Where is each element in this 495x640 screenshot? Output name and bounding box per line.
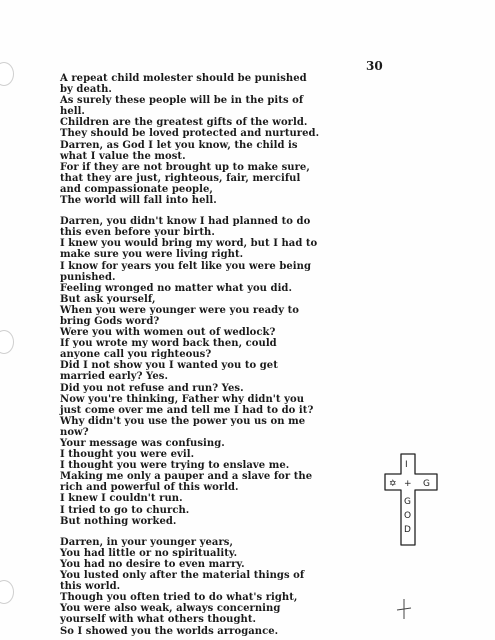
text-line: A repeat child molester should be punished xyxy=(60,73,307,84)
text-line: Making me only a pauper and a slave for the xyxy=(60,471,313,483)
text-line: You had no desire to even marry. xyxy=(60,558,245,570)
pen-mark-icon xyxy=(395,598,413,620)
text-line: If you wrote my word back then, could xyxy=(60,338,277,350)
binder-hole-top xyxy=(0,62,14,86)
binder-hole-bottom xyxy=(0,580,14,604)
text-line: Children are the greatest gifts of the world. xyxy=(60,117,308,129)
text-line: this world. xyxy=(60,581,121,593)
text-line: by death. xyxy=(60,84,112,96)
text-line: I knew you would bring my word, but I had to xyxy=(60,238,318,250)
text-line: that they are just, righteous, fair, merciful xyxy=(60,172,301,184)
page-number: 30 xyxy=(366,59,383,73)
text-line: married early? Yes. xyxy=(60,371,168,383)
cross-letter-i: I xyxy=(405,460,408,470)
text-line: You were also weak, always concerning xyxy=(60,603,281,615)
text-line: Darren, in your younger years, xyxy=(60,536,233,548)
text-line: now? xyxy=(60,426,89,438)
cross-letter-g: G xyxy=(423,479,430,489)
text-line: Why didn't you use the power you us on me xyxy=(60,415,306,427)
text-line: You lusted only after the material things of xyxy=(60,570,305,582)
text-line: So I showed you the worlds arrogance. xyxy=(60,625,279,637)
text-line: Though you often tried to do what's right, xyxy=(60,592,298,604)
text-line: Now you're thinking, Father why didn't you xyxy=(60,393,305,405)
text-line: Darren, you didn't know I had planned to do xyxy=(60,216,311,228)
text-line: make sure you were living right. xyxy=(60,249,244,261)
text-line: hell. xyxy=(60,106,85,118)
text-line: Did you not refuse and run? Yes. xyxy=(60,382,244,394)
cross-letter-o: O xyxy=(404,511,412,521)
text-line: Were you with women out of wedlock? xyxy=(60,327,276,339)
text-line: They should be loved protected and nurtured. xyxy=(60,128,320,140)
text-line: As surely these people will be in the pits of xyxy=(60,95,304,107)
text-line: yourself with what others thought. xyxy=(60,614,257,626)
cross-letter-d: D xyxy=(404,525,411,535)
text-line: punished. xyxy=(60,271,116,283)
text-line: I thought you were evil. xyxy=(60,449,195,461)
text-line: what I value the most. xyxy=(60,150,186,162)
text-line: rich and powerful of this world. xyxy=(60,482,239,494)
body-text xyxy=(60,73,390,637)
text-line: Your message was confusing. xyxy=(60,438,225,449)
text-line: this even before your birth. xyxy=(60,227,215,239)
paragraph xyxy=(60,537,390,637)
text-line: I thought you were trying to enslave me. xyxy=(60,460,290,472)
text-line: I tried to go to church. xyxy=(60,504,190,516)
text-line: You had little or no spirituality. xyxy=(60,547,238,559)
text-line: anyone call you righteous? xyxy=(60,349,212,361)
paragraph xyxy=(60,73,390,206)
text-line: I knew I couldn't run. xyxy=(60,493,183,505)
text-line: and compassionate people, xyxy=(60,183,213,195)
text-line: The world will fall into hell. xyxy=(60,195,217,207)
text-line: Did I not show you I wanted you to get xyxy=(60,360,278,372)
text-line: Darren, as God I let you know, the child is xyxy=(60,139,298,151)
text-line: When you were younger were you ready to xyxy=(60,304,300,316)
text-line: For if they are not brought up to make sure, xyxy=(60,161,310,173)
text-line: I know for years you felt like you were being xyxy=(60,260,312,272)
paragraph xyxy=(60,216,390,527)
plus-sign-icon: + xyxy=(404,479,412,489)
text-line: just come over me and tell me I had to do it? xyxy=(60,404,314,416)
text-line: But ask yourself, xyxy=(60,293,156,305)
text-line: Feeling wronged no matter what you did. xyxy=(60,282,293,294)
binder-hole-middle xyxy=(0,330,14,354)
text-line: But nothing worked. xyxy=(60,515,177,527)
star-of-david-icon: ✡ xyxy=(389,479,397,489)
text-line: bring Gods word? xyxy=(60,315,160,327)
hand-drawn-cross-icon xyxy=(383,452,443,547)
cross-letter-g2: G xyxy=(404,497,411,507)
